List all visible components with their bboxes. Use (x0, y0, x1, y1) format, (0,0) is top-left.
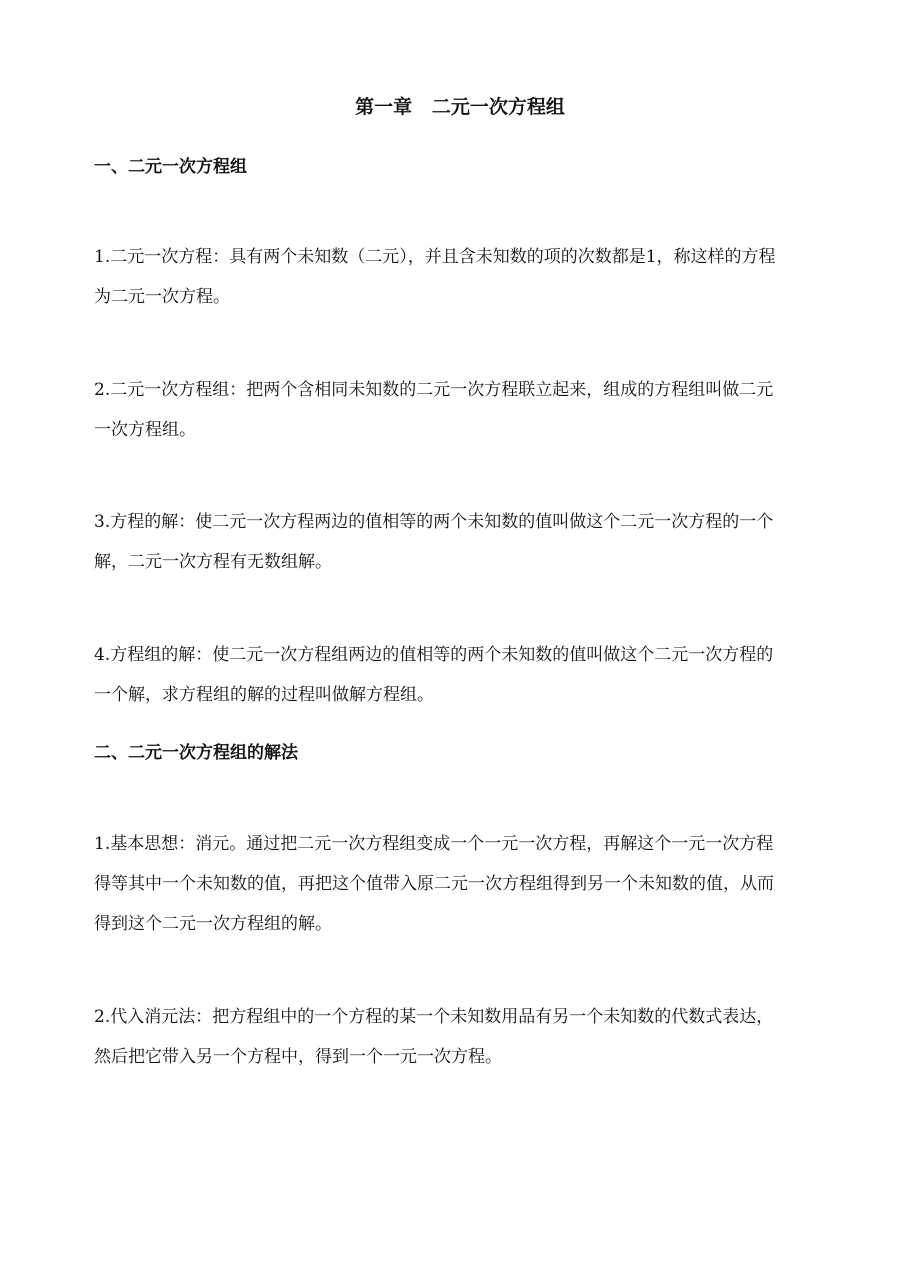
paragraph-line: 2.二元一次方程组：把两个含相同未知数的二元一次方程联立起来，组成的方程组叫做二元 (94, 380, 774, 400)
paragraph-line: 得到这个二元一次方程组的解。 (94, 914, 332, 934)
method-paragraph-1 (94, 824, 824, 944)
definition-paragraph-4 (94, 635, 824, 715)
chapter-title: 第一章 二元一次方程组 (355, 96, 565, 118)
paragraph-line: 1.二元一次方程：具有两个未知数（二元），并且含未知数的项的次数都是1，称这样的方程 (94, 247, 776, 267)
definition-paragraph-3 (94, 502, 824, 582)
paragraph-line: 得等其中一个未知数的值，再把这个值带入原二元一次方程组得到另一个未知数的值，从而 (94, 874, 774, 894)
paragraph-line: 解，二元一次方程有无数组解。 (94, 552, 332, 572)
paragraph-line: 1.基本思想：消元。通过把二元一次方程组变成一个一元一次方程，再解这个一元一次方程 (94, 834, 774, 854)
paragraph-line: 为二元一次方程。 (94, 287, 230, 307)
paragraph-line: 4.方程组的解：使二元一次方程组两边的值相等的两个未知数的值叫做这个二元一次方程的 (94, 645, 774, 665)
section-heading-1: 一、二元一次方程组 (94, 157, 247, 177)
paragraph-line: 3.方程的解：使二元一次方程两边的值相等的两个未知数的值叫做这个二元一次方程的一个 (94, 512, 774, 532)
section-heading-2: 二、二元一次方程组的解法 (94, 743, 298, 763)
definition-paragraph-2 (94, 370, 824, 450)
paragraph-line: 然后把它带入另一个方程中，得到一个一元一次方程。 (94, 1047, 502, 1067)
paragraph-line: 一个解，求方程组的解的过程叫做解方程组。 (94, 685, 434, 705)
definition-paragraph-1 (94, 237, 824, 317)
paragraph-line: 一次方程组。 (94, 420, 196, 440)
paragraph-line: 2.代入消元法：把方程组中的一个方程的某一个未知数用品有另一个未知数的代数式表达， (94, 1007, 774, 1027)
method-paragraph-2 (94, 997, 824, 1077)
